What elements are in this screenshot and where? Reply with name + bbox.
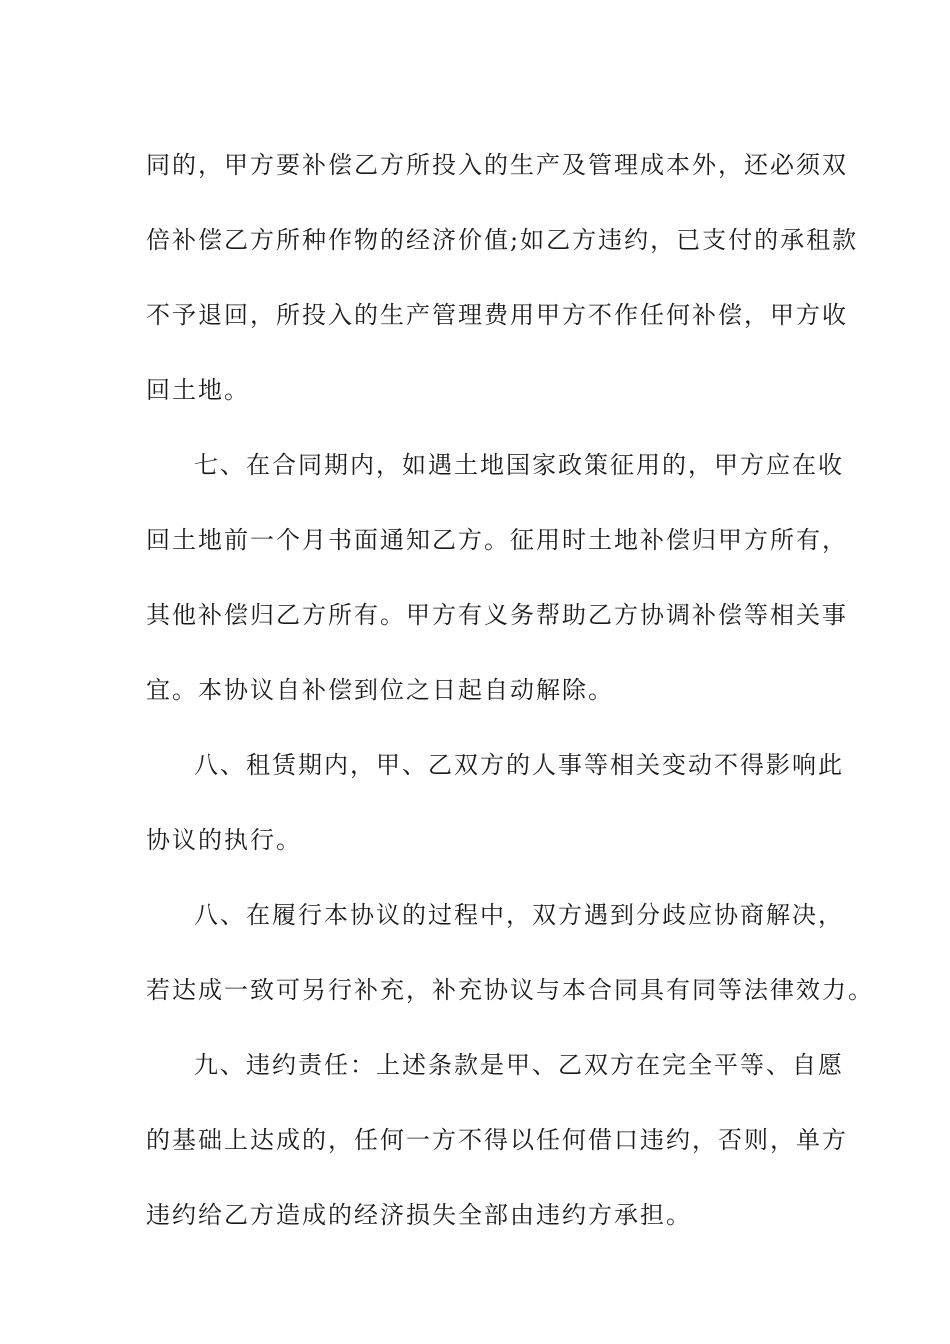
text-line: 回土地。	[146, 376, 250, 404]
clause-7-start: 七、在合同期内，如遇土地国家政策征用的，甲方应在收	[194, 451, 844, 479]
document-body	[146, 128, 874, 1253]
text-line: 其他补偿归乙方所有。甲方有义务帮助乙方协调补偿等相关事	[146, 601, 848, 629]
clause-8-start: 八、租赁期内，甲、乙双方的人事等相关变动不得影响此	[194, 751, 844, 779]
clause-9-start: 九、违约责任：上述条款是甲、乙双方在完全平等、自愿	[194, 1051, 844, 1079]
text-line: 违约给乙方造成的经济损失全部由违约方承担。	[146, 1201, 692, 1229]
text-line: 的基础上达成的，任何一方不得以任何借口违约，否则，单方	[146, 1126, 848, 1154]
text-line: 若达成一致可另行补充，补充协议与本合同具有同等法律效力。	[146, 976, 874, 1004]
text-line: 倍补偿乙方所种作物的经济价值;如乙方违约，已支付的承租款	[146, 226, 859, 254]
text-line: 协议的执行。	[146, 826, 302, 854]
text-line: 同的，甲方要补偿乙方所投入的生产及管理成本外，还必须双	[146, 151, 848, 179]
text-line: 回土地前一个月书面通知乙方。征用时土地补偿归甲方所有，	[146, 526, 848, 554]
text-line: 不予退回，所投入的生产管理费用甲方不作任何补偿，甲方收	[146, 301, 848, 329]
text-line: 宜。本协议自补偿到位之日起自动解除。	[146, 676, 614, 704]
clause-8b-start: 八、在履行本协议的过程中，双方遇到分歧应协商解决，	[194, 901, 844, 929]
